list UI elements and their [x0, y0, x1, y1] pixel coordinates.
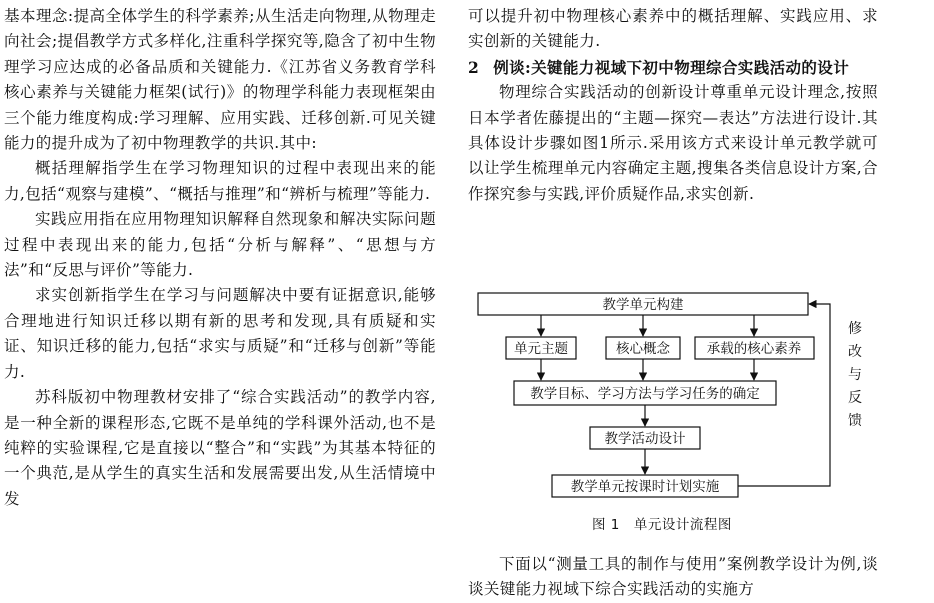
paragraph: 概括理解指学生在学习物理知识的过程中表现出来的能力,包括“观察与建模”、“概括与推理”和“辨析与梳理”等能力.: [4, 159, 436, 203]
section-title: 例谈:关键能力视域下初中物理综合实践活动的设计: [493, 57, 850, 77]
box-label-design: 教学活动设计: [604, 431, 686, 447]
right-column-continuation: [468, 552, 878, 603]
feedback-label-char: 修: [848, 321, 862, 337]
caption-text: 单元设计流程图: [633, 517, 732, 533]
feedback-label-char: 与: [848, 367, 862, 383]
right-column: [468, 0, 878, 207]
box-label-literacy: 承载的核心素养: [706, 341, 802, 357]
section-heading: [468, 55, 878, 80]
box-label-top: 教学单元构建: [602, 297, 684, 313]
flowchart-figure: [468, 283, 888, 535]
left-column: [4, 0, 436, 512]
feedback-label-char: 反: [848, 390, 862, 406]
paragraph: 基本理念:提高全体学生的科学素养;从生活走向物理,从物理走向社会;提倡教学方式多样化,注重科学探究等,隐含了初中生物理学习应达成的必备品质和关键能力.《江苏省义务教育学科核心素养与关键能力框架(试行)》的物理学科能力表现框架由三个能力维度构成:学习理解、应用实践、迁移创新.可见关键能力的提升成为了初中物理教学的共识.其中:: [4, 7, 436, 153]
box-label-goals: 教学目标、学习方法与学习任务的确定: [530, 386, 760, 402]
feedback-label-char: 改: [848, 344, 862, 360]
paragraph: 实践应用指在应用物理知识解释自然现象和解决实际问题过程中表现出来的能力,包括“分析与解释”、“思想与方法”和“反思与评价”等能力.: [4, 210, 436, 280]
flowchart: [468, 283, 888, 513]
paragraph: 可以提升初中物理核心素养中的概括理解、实践应用、求实创新的关键能力.: [468, 7, 878, 51]
paragraph: 苏科版初中物理教材安排了“综合实践活动”的教学内容,是一种全新的课程形态,它既不是单纯的学科课外活动,也不是纯粹的实验课程,它是直接以“整合”和“实践”为其基本特征的一个典范,是从学生的真实生活和发展需要出发,从生活情境中发: [4, 388, 436, 508]
box-label-implement: 教学单元按课时计划实施: [570, 479, 720, 495]
section-number: 2: [468, 57, 480, 77]
box-label-concept: 核心概念: [616, 341, 670, 357]
paragraph: 物理综合实践活动的创新设计尊重单元设计理念,按照日本学者佐藤提出的“主题—探究—表达”方法进行设计.其具体设计步骤如图1所示.采用该方式来设计单元教学就可以让学生梳理单元内容确定主题,搜集各类信息设计方案,合作探究参与实践,评价质疑作品,求实创新.: [468, 83, 878, 203]
paragraph: 下面以“测量工具的制作与使用”案例教学设计为例,谈谈关键能力视域下综合实践活动的实施方: [468, 555, 878, 599]
feedback-label-char: 馈: [848, 413, 862, 429]
box-label-theme: 单元主题: [514, 341, 568, 357]
paragraph: 求实创新指学生在学习与问题解决中要有证据意识,能够合理地进行知识迁移以期有新的思考和发现,具有质疑和实证、知识迁移的能力,包括“求实与质疑”和“迁移与创新”等能力.: [4, 286, 436, 381]
caption-number: 图 1: [592, 517, 620, 533]
figure-caption: [592, 513, 746, 533]
